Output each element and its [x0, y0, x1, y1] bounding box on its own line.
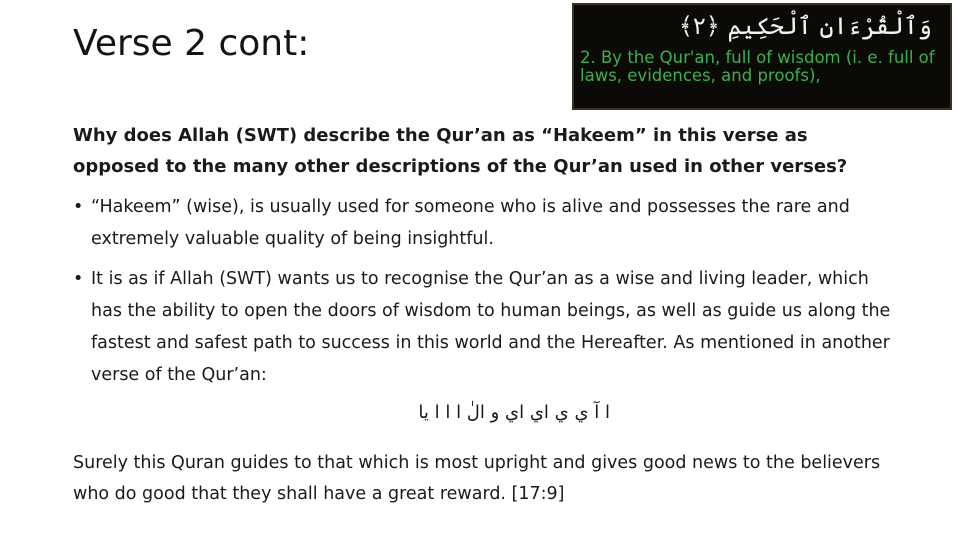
bullet-item — [73, 263, 903, 391]
bullet-text: “Hakeem” (wise), is usually used for someone who is alive and possesses the rare and extremely valuable quality of being insightful. — [91, 197, 850, 249]
question-text: Why does Allah (SWT) describe the Qur’an as “Hakeem” in this verse as opposed to the many other descriptions of the Qur’an used in other verses? — [73, 125, 848, 177]
slide-title: Verse 2 cont: — [73, 23, 310, 64]
bullet-text: It is as if Allah (SWT) wants us to recognise the Qur’an as a wise and living leader, which has the ability to open the doors of wisdom to human beings, as well as guide us along the fastest and safest path to success in this world and the Hereafter. As mentioned in another verse of the Qur’an: — [91, 269, 891, 385]
bullet-marker: • — [73, 269, 84, 289]
verse-arabic-text: وَٱلْقُرْءَانِ ٱلْحَكِيمِ ﴿٢﴾ — [678, 12, 932, 40]
arabic-quote: ا آ ي ي اي اي و الٰ ا ا ا يا — [418, 402, 610, 423]
bullet-marker: • — [73, 197, 84, 217]
translation-text: Surely this Quran guides to that which is most upright and gives good news to the believers who do good that they shall have a great reward. [17:9] — [73, 453, 881, 504]
verse-image — [572, 3, 952, 110]
bullet-item — [73, 191, 903, 255]
verse-english-text: 2. By the Qur'an, full of wisdom (i. e. full of laws, evidences, and proofs), — [580, 48, 935, 85]
